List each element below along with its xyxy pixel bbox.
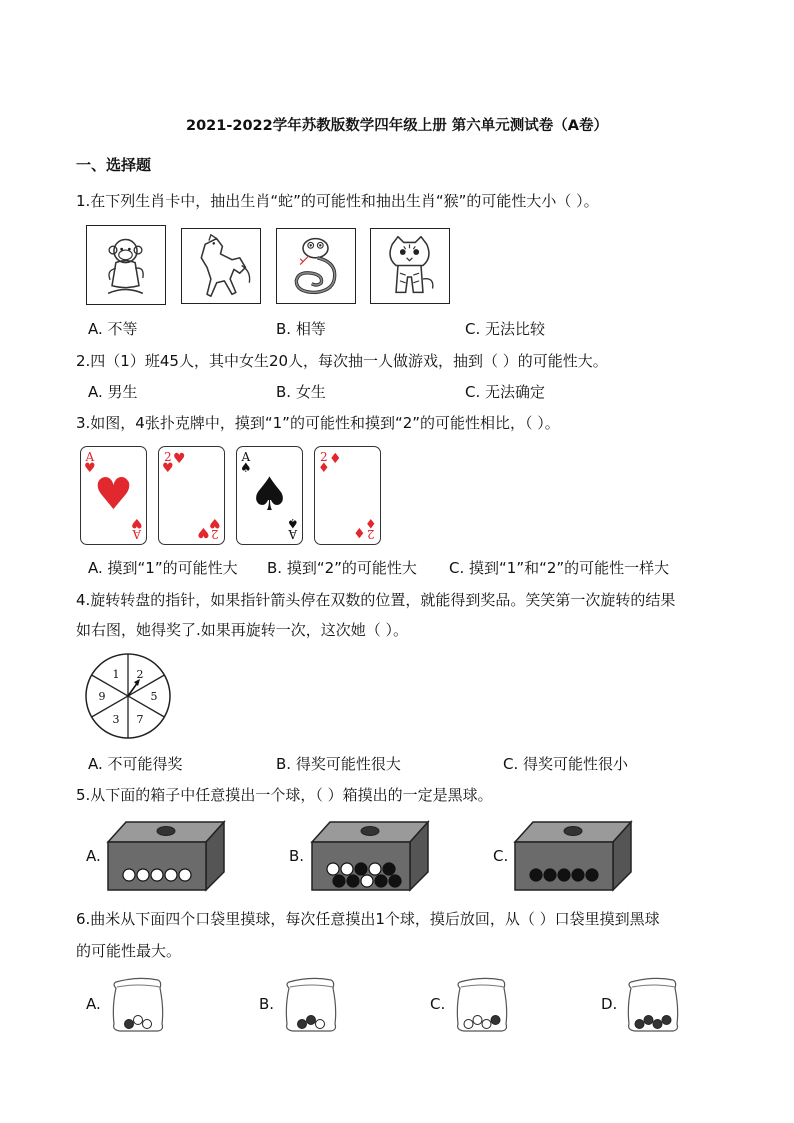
black-ball [347,875,359,887]
spade-icon: ♠ [287,515,299,530]
black-ball [355,863,367,875]
white-ball [123,869,135,881]
question-1-stem: 1.在下列生肖卡中，抽出生肖“蛇”的可能性和抽出生肖“猴”的可能性大小（ ）。 [76,192,599,210]
white-ball [134,1016,143,1025]
ball-box-a [106,820,226,892]
diamond-icon: ♦ [353,524,366,540]
q6-bag-label-c: C. [430,995,446,1013]
ball-box-c [513,820,633,892]
card-rank: 2 [320,450,328,464]
white-ball [369,863,381,875]
black-ball [491,1016,500,1025]
question-4-stem-line2: 如右图，她得奖了.如果再旋转一次，这次她（ ）。 [76,621,409,639]
black-ball [586,869,598,881]
black-ball [653,1020,662,1029]
question-6-stem-line2: 的可能性最大。 [76,942,182,960]
question-2-stem: 2.四（1）班45人，其中女生20人，每次抽一人做游戏，抽到（ ）的可能性大。 [76,352,608,370]
ball-bag-b [281,974,341,1034]
white-ball [179,869,191,881]
zodiac-card-horse [181,228,261,304]
q2-option-a[interactable]: A. 男生 [88,383,138,401]
q4-option-b[interactable]: B. 得奖可能性很大 [276,755,401,773]
q6-bag-label-d: D. [601,995,618,1013]
card-rank: 2 [164,450,172,464]
black-ball [389,875,401,887]
q2-option-b[interactable]: B. 女生 [276,383,326,401]
spinner-number: 2 [136,668,144,681]
black-ball [298,1020,307,1029]
spade-icon: ♠ [240,461,252,476]
ball-bag-a [108,974,168,1034]
black-ball [572,869,584,881]
black-ball [375,875,387,887]
q6-bag-label-b: B. [259,995,275,1013]
q1-option-a[interactable]: A. 不等 [88,320,138,338]
ball-bag-c [452,974,512,1034]
question-6-stem-line1: 6.曲米从下面四个口袋里摸球，每次任意摸出1个球，摸后放回，从（ ）口袋里摸到黑球 [76,910,660,928]
white-ball [361,875,373,887]
zodiac-card-monkey [86,225,166,305]
spinner-wheel [84,652,172,740]
spinner-number: 9 [98,690,106,703]
card-rank: A [288,527,298,541]
q3-option-b[interactable]: B. 摸到“2”的可能性大 [267,559,417,577]
question-3-stem: 3.如图，4张扑克牌中，摸到“1”的可能性和摸到“2”的可能性相比，（ ）。 [76,414,560,432]
tiger-icon [371,229,448,302]
card-rank: A [241,450,251,464]
zodiac-card-snake [276,228,356,304]
white-ball [165,869,177,881]
black-ball [544,869,556,881]
heart-icon: ♥ [162,461,174,476]
white-ball [316,1020,325,1029]
white-ball [464,1020,473,1029]
diamond-icon: ♦ [318,461,330,476]
q3-option-c[interactable]: C. 摸到“1”和“2”的可能性一样大 [449,559,670,577]
heart-icon: ♥ [84,461,96,476]
section-heading: 一、选择题 [76,156,152,174]
playing-card-two-diamonds [314,446,381,545]
black-ball [644,1016,653,1025]
white-ball [143,1020,152,1029]
black-ball [635,1020,644,1029]
horse-icon [182,229,259,302]
diamond-icon: ♦ [365,515,377,530]
q5-box-label-b: B. [289,847,305,865]
heart-icon: ♥ [209,515,221,530]
white-ball [327,863,339,875]
spade-icon: ♠ [248,467,291,521]
q1-option-b[interactable]: B. 相等 [276,320,326,338]
ball-bag-d [623,974,683,1034]
heart-icon: ♥ [197,524,210,540]
question-5-stem: 5.从下面的箱子中任意摸出一个球，（ ）箱摸出的一定是黑球。 [76,786,493,804]
spinner-number: 7 [136,713,144,726]
heart-icon: ♥ [173,451,186,467]
card-rank: A [132,527,142,541]
black-ball [383,863,395,875]
snake-icon [277,229,354,302]
q2-option-c[interactable]: C. 无法确定 [465,383,546,401]
q4-option-c[interactable]: C. 得奖可能性很小 [503,755,629,773]
white-ball [137,869,149,881]
playing-card-two-hearts [158,446,225,545]
diamond-icon: ♦ [329,451,342,467]
q5-box-label-a: A. [86,847,101,865]
ball-box-b [310,820,430,892]
q6-bag-label-a: A. [86,995,101,1013]
monkey-icon [87,226,164,303]
q1-option-c[interactable]: C. 无法比较 [465,320,546,338]
q5-box-label-c: C. [493,847,509,865]
q3-option-a[interactable]: A. 摸到“1”的可能性大 [88,559,238,577]
card-rank: 2 [367,527,375,541]
q4-option-a[interactable]: A. 不可能得奖 [88,755,183,773]
black-ball [662,1016,671,1025]
playing-card-ace-hearts [80,446,147,545]
heart-icon: ♥ [93,469,134,520]
page-title: 2021-2022学年苏教版数学四年级上册 第六单元测试卷（A卷） [186,118,608,134]
white-ball [473,1016,482,1025]
black-ball [307,1016,316,1025]
heart-icon: ♥ [131,515,143,530]
card-rank: 2 [211,527,219,541]
white-ball [482,1020,491,1029]
white-ball [341,863,353,875]
playing-card-ace-spades [236,446,303,545]
black-ball [333,875,345,887]
spinner-number: 3 [112,713,120,726]
spinner-number: 5 [150,690,158,703]
black-ball [558,869,570,881]
spinner-number: 1 [112,668,120,681]
black-ball [530,869,542,881]
zodiac-card-tiger [370,228,450,304]
white-ball [151,869,163,881]
black-ball [125,1020,134,1029]
card-rank: A [85,450,95,464]
question-4-stem-line1: 4.旋转转盘的指针，如果指针箭头停在双数的位置，就能得到奖品。笑笑第一次旋转的结果 [76,591,676,609]
